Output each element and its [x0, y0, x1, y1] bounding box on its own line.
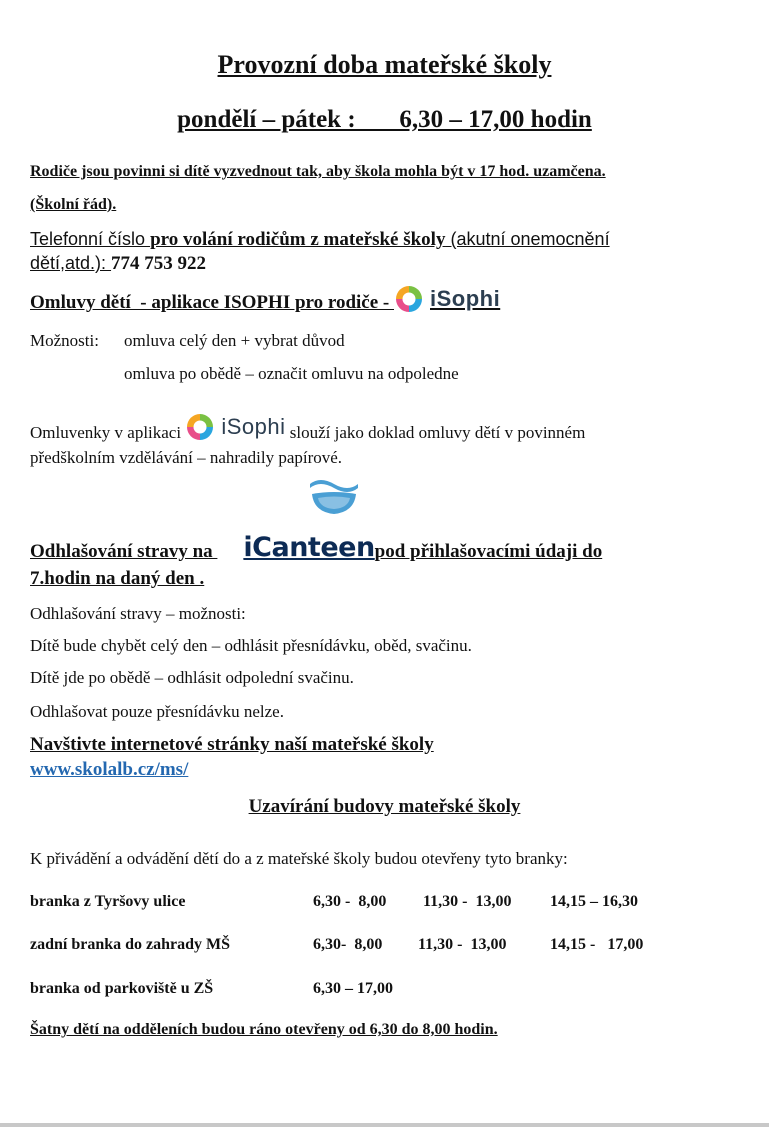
meals-note: Odhlašovat pouze přesnídávku nelze.	[30, 702, 284, 721]
excuse-note-line-2: předškolním vzdělávání – nahradily papírové.	[30, 448, 343, 467]
page-bottom-edge	[0, 1123, 769, 1127]
gate-time-noon: 11,30 - 13,00	[423, 893, 512, 910]
isophi-logo-inline	[185, 412, 285, 442]
building-heading: Uzavírání budovy mateřské školy	[248, 796, 521, 817]
icanteen-bowl-icon	[306, 478, 362, 518]
meals-options-label: Odhlašování stravy – možnosti:	[30, 604, 246, 623]
icanteen-logo: iCanteen	[243, 532, 375, 563]
phone-number: 774 753 922	[111, 253, 207, 274]
excuses-heading-text: Omluvy dětí - aplikace ISOPHI pro rodiče -	[30, 292, 394, 313]
phone-reason-2: dětí,atd.):	[30, 253, 112, 273]
excuse-note-line-1	[30, 412, 585, 443]
phone-reason: (akutní onemocnění	[445, 229, 610, 249]
gate-time-all-day: 6,30 – 17,00	[313, 980, 393, 997]
isophi-icon	[394, 284, 424, 314]
excuse-option-1: omluva celý den + vybrat důvod	[124, 331, 345, 350]
excuses-heading	[30, 284, 510, 314]
gate-time-noon: 11,30 - 13,00	[418, 936, 507, 953]
meals-heading-part-2: pod přihlašovacími údaji do	[374, 541, 603, 562]
gate-name: branka z Tyršovy ulice	[30, 893, 186, 910]
phone-line-1	[30, 229, 610, 251]
isophi-logo	[394, 284, 510, 314]
gates-intro: K přivádění a odvádění dětí do a z mateřské školy budou otevřeny tyto branky:	[30, 849, 568, 868]
meals-heading-line-1	[30, 532, 602, 563]
isophi-logo-text: iSophi	[221, 414, 286, 439]
website-invite: Navštivte internetové stránky naší mateřské školy	[30, 734, 434, 755]
meals-heading-line-2: 7.hodin na daný den .	[30, 568, 205, 589]
meals-option-afternoon: Dítě jde po obědě – odhlásit odpolední svačinu.	[30, 668, 354, 687]
meals-option-full-day: Dítě bude chybět celý den – odhlásit přesnídávku, oběd, svačinu.	[30, 636, 472, 655]
meals-heading-part-1: Odhlašování stravy na	[30, 541, 218, 562]
gate-time-morning: 6,30 - 8,00	[313, 893, 387, 910]
opening-hours: pondělí – pátek : 6,30 – 17,00 hodin	[177, 106, 592, 133]
options-label: Možnosti:	[30, 331, 99, 350]
school-rules-ref: (Školní řád).	[30, 196, 117, 213]
cloakroom-notice: Šatny dětí na odděleních budou ráno otevřeny od 6,30 do 8,00 hodin.	[30, 1021, 498, 1038]
phone-line-2	[30, 253, 206, 275]
gate-time-afternoon: 14,15 – 16,30	[550, 893, 638, 910]
gate-name: zadní branka do zahrady MŠ	[30, 936, 231, 953]
gate-time-morning: 6,30- 8,00	[313, 936, 383, 953]
excuse-option-2: omluva po obědě – označit omluvu na odpoledne	[124, 364, 459, 383]
website-link[interactable]: www.skolalb.cz/ms/	[30, 759, 189, 780]
isophi-logo-text: iSophi	[430, 286, 501, 311]
pickup-notice: Rodiče jsou povinni si dítě vyzvednout tak, aby škola mohla být v 17 hod. uzamčena.	[30, 163, 606, 180]
excuse-note-part-1: Omluvenky v aplikaci	[30, 423, 186, 442]
gate-name: branka od parkoviště u ZŠ	[30, 980, 214, 997]
phone-label: Telefonní číslo	[30, 229, 151, 249]
isophi-icon	[185, 412, 215, 442]
page-title: Provozní doba mateřské školy	[217, 50, 552, 79]
phone-purpose: pro volání rodičům z mateřské školy	[150, 229, 446, 250]
gate-time-afternoon: 14,15 - 17,00	[550, 936, 644, 953]
excuse-note-part-2: slouží jako doklad omluvy dětí v povinném	[285, 423, 586, 442]
